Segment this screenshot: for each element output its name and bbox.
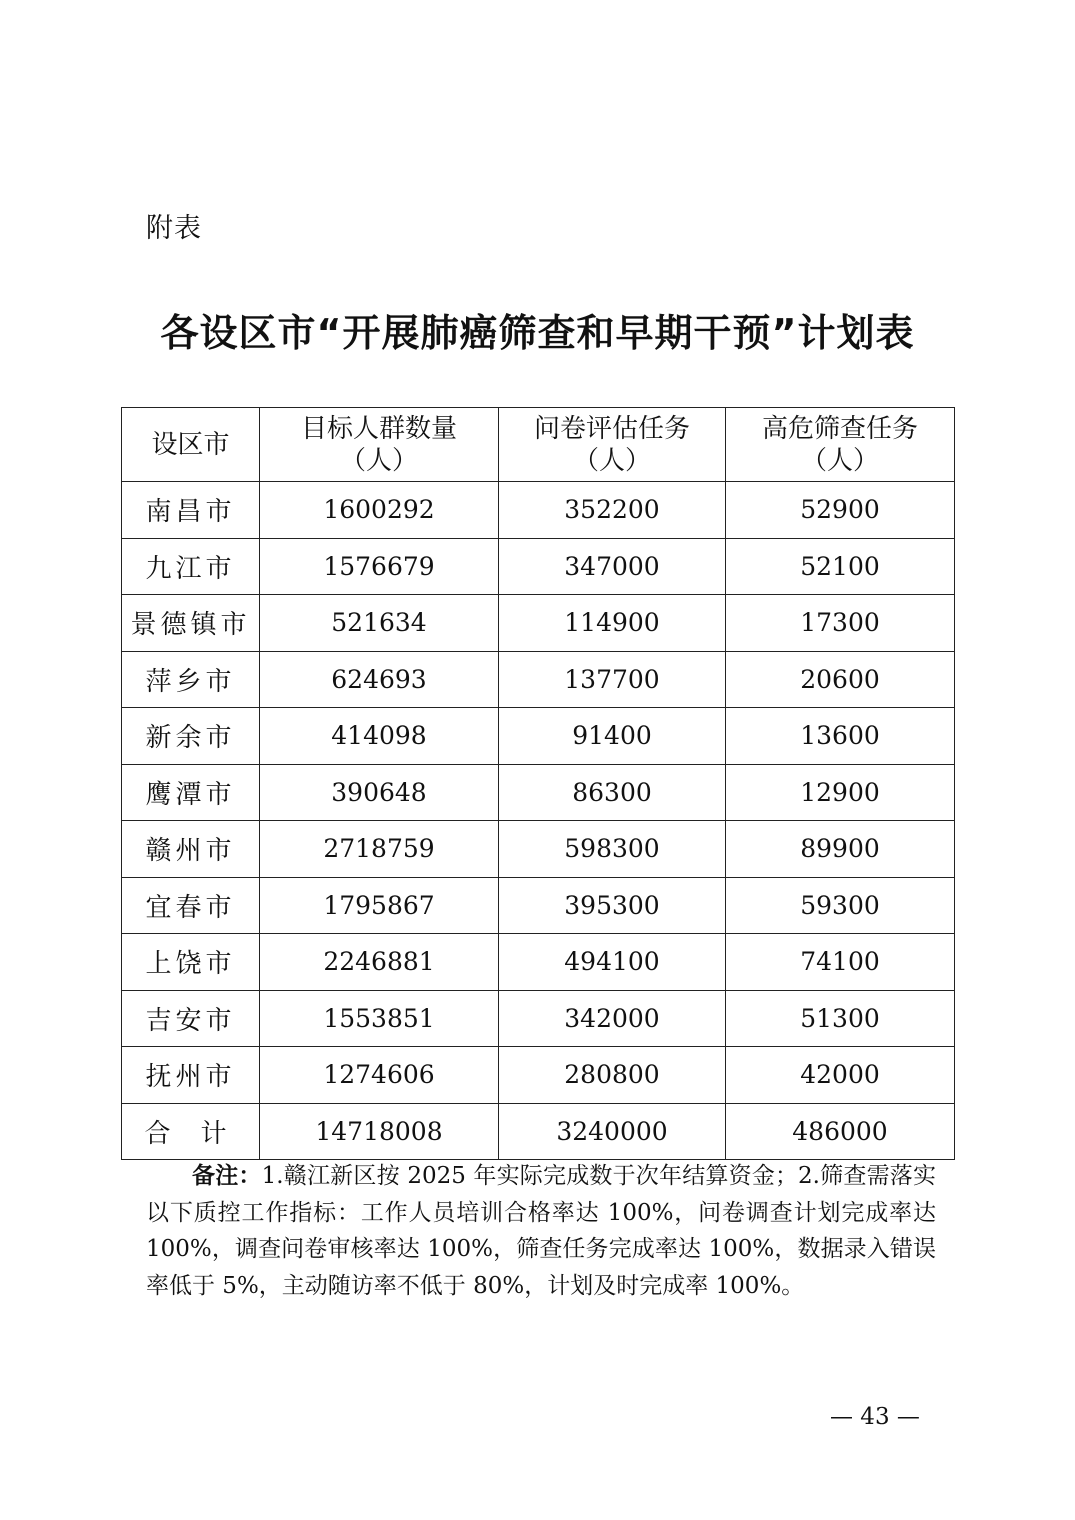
header-city: 设区市 bbox=[122, 408, 260, 482]
target-population-cell: 1795867 bbox=[260, 877, 499, 934]
table-row bbox=[122, 1047, 955, 1104]
city-name-cell: 吉安市 bbox=[122, 990, 260, 1047]
header-label: 目标人群数量 bbox=[300, 413, 457, 444]
city-name-cell: 萍乡市 bbox=[122, 651, 260, 708]
screening-task-cell: 51300 bbox=[726, 990, 955, 1047]
city-name-cell: 宜春市 bbox=[122, 877, 260, 934]
screening-task-cell: 13600 bbox=[726, 708, 955, 765]
header-target-population bbox=[260, 408, 499, 482]
target-population-cell: 1274606 bbox=[260, 1047, 499, 1104]
header-label: 问卷评估任务 bbox=[533, 413, 690, 444]
city-name-cell: 九江市 bbox=[122, 538, 260, 595]
city-name-cell: 上饶市 bbox=[122, 934, 260, 991]
screening-task-cell: 59300 bbox=[726, 877, 955, 934]
screening-task-cell: 486000 bbox=[726, 1103, 955, 1160]
header-questionnaire-task bbox=[499, 408, 726, 482]
target-population-cell: 1576679 bbox=[260, 538, 499, 595]
questionnaire-task-cell: 395300 bbox=[499, 877, 726, 934]
page-number: — 43 — bbox=[830, 1404, 920, 1430]
table-row bbox=[122, 538, 955, 595]
city-name-cell: 赣州市 bbox=[122, 821, 260, 878]
questionnaire-task-cell: 91400 bbox=[499, 708, 726, 765]
questionnaire-task-cell: 352200 bbox=[499, 482, 726, 539]
total-row bbox=[122, 1103, 955, 1160]
questionnaire-task-cell: 137700 bbox=[499, 651, 726, 708]
header-unit: （人） bbox=[800, 445, 879, 476]
table-row bbox=[122, 821, 955, 878]
table-row bbox=[122, 934, 955, 991]
footnote-label: 备注： bbox=[192, 1162, 262, 1189]
target-population-cell: 1553851 bbox=[260, 990, 499, 1047]
target-population-cell: 414098 bbox=[260, 708, 499, 765]
city-name-cell: 南昌市 bbox=[122, 482, 260, 539]
target-population-cell: 390648 bbox=[260, 764, 499, 821]
screening-task-cell: 89900 bbox=[726, 821, 955, 878]
city-name-cell: 抚州市 bbox=[122, 1047, 260, 1104]
questionnaire-task-cell: 86300 bbox=[499, 764, 726, 821]
questionnaire-task-cell: 598300 bbox=[499, 821, 726, 878]
table-row bbox=[122, 877, 955, 934]
target-population-cell: 1600292 bbox=[260, 482, 499, 539]
city-name-cell: 合计 bbox=[122, 1103, 260, 1160]
city-name-cell: 新余市 bbox=[122, 708, 260, 765]
screening-task-cell: 52100 bbox=[726, 538, 955, 595]
screening-task-cell: 74100 bbox=[726, 934, 955, 991]
screening-task-cell: 17300 bbox=[726, 595, 955, 652]
table-row bbox=[122, 651, 955, 708]
screening-task-cell: 42000 bbox=[726, 1047, 955, 1104]
target-population-cell: 14718008 bbox=[260, 1103, 499, 1160]
table-body bbox=[122, 482, 955, 1160]
target-population-cell: 2246881 bbox=[260, 934, 499, 991]
questionnaire-task-cell: 114900 bbox=[499, 595, 726, 652]
table-row bbox=[122, 482, 955, 539]
footnote-text: 1.赣江新区按 2025 年实际完成数于次年结算资金；2.筛查需落实以下质控工作指标：工作人员培训合格率达 100%，问卷调查计划完成率达 100%，调查问卷审核率达 100%，筛查任务完成率达 100%，数据录入错误率低于 5%，主动随访率不低于 80%，计划及时完成率 100%。 bbox=[146, 1163, 937, 1299]
table-row bbox=[122, 764, 955, 821]
table-header-row bbox=[122, 408, 955, 482]
table-row bbox=[122, 990, 955, 1047]
header-unit: （人） bbox=[339, 445, 418, 476]
questionnaire-task-cell: 3240000 bbox=[499, 1103, 726, 1160]
target-population-cell: 2718759 bbox=[260, 821, 499, 878]
header-label: 高危筛查任务 bbox=[761, 413, 918, 444]
questionnaire-task-cell: 342000 bbox=[499, 990, 726, 1047]
table-row bbox=[122, 595, 955, 652]
header-unit: （人） bbox=[572, 445, 651, 476]
table-row bbox=[122, 708, 955, 765]
screening-task-cell: 52900 bbox=[726, 482, 955, 539]
questionnaire-task-cell: 347000 bbox=[499, 538, 726, 595]
page-title: 各设区市“开展肺癌筛查和早期干预”计划表 bbox=[160, 311, 915, 355]
footnote bbox=[146, 1158, 936, 1304]
city-name-cell: 鹰潭市 bbox=[122, 764, 260, 821]
city-name-cell: 景德镇市 bbox=[122, 595, 260, 652]
target-population-cell: 521634 bbox=[260, 595, 499, 652]
target-population-cell: 624693 bbox=[260, 651, 499, 708]
questionnaire-task-cell: 280800 bbox=[499, 1047, 726, 1104]
questionnaire-task-cell: 494100 bbox=[499, 934, 726, 991]
plan-table bbox=[121, 407, 955, 1160]
header-high-risk-screening-task bbox=[726, 408, 955, 482]
attachment-label: 附表 bbox=[146, 213, 202, 244]
screening-task-cell: 12900 bbox=[726, 764, 955, 821]
screening-task-cell: 20600 bbox=[726, 651, 955, 708]
